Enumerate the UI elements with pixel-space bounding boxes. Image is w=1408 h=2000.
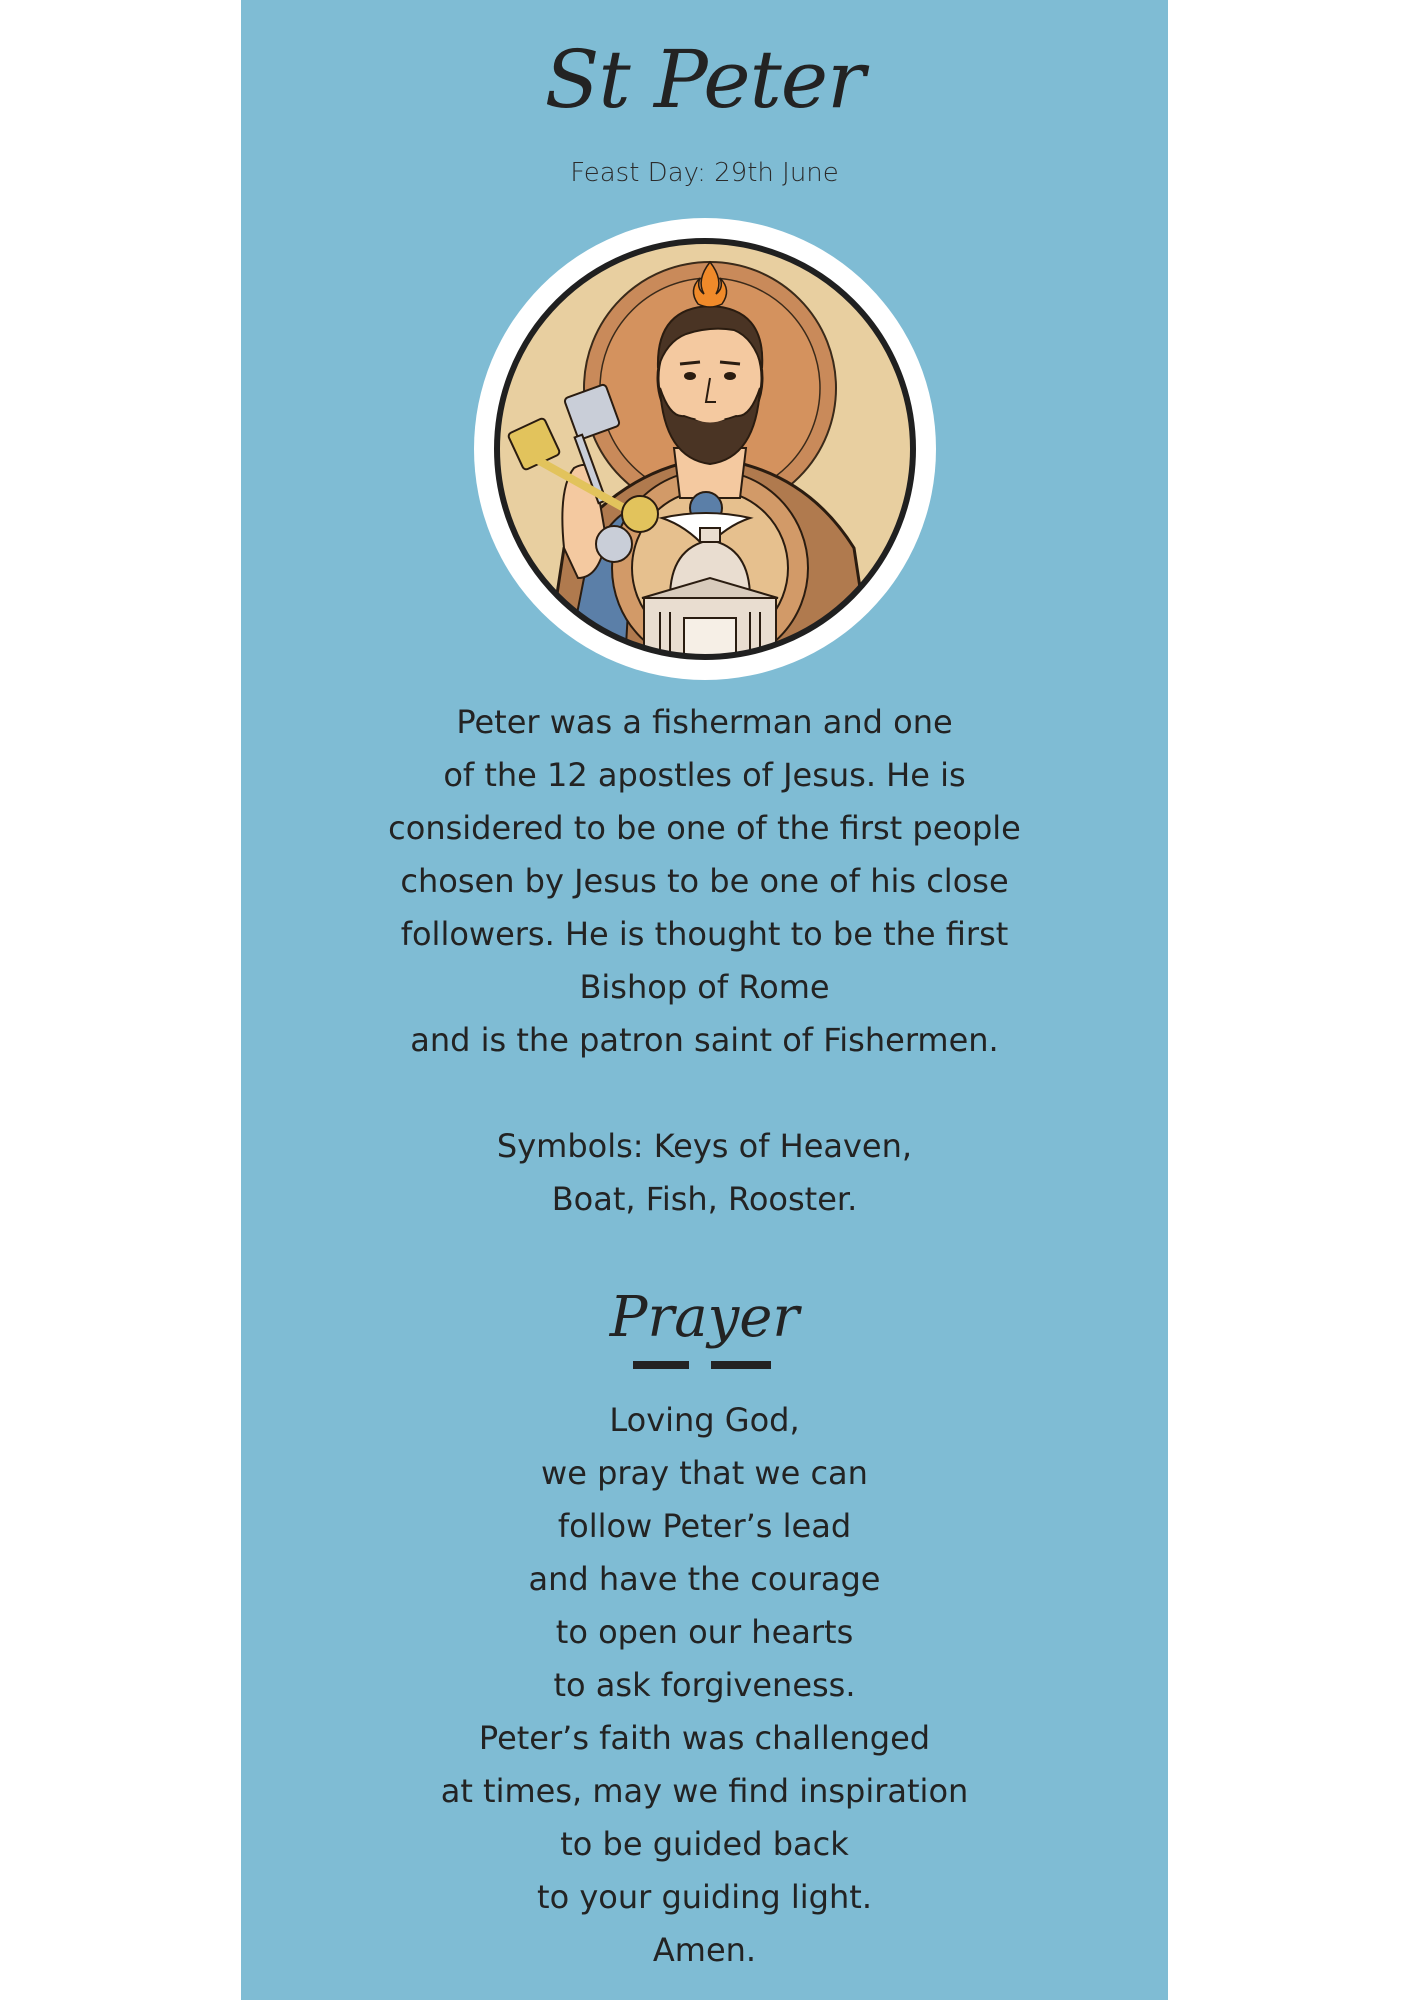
saint-card [241,0,1168,2000]
page-title: St Peter [544,33,865,126]
saint-peter-illustration [474,218,936,680]
feast-day: Feast Day: 29th June [570,158,839,188]
prayer-underline [633,1361,689,1369]
prayer-underline [711,1361,771,1369]
prayer-heading: Prayer [609,1285,800,1350]
description-text: Peter was a fisherman and one of the 12 apostles of Jesus. He is considered to be one of the first people chosen by Jesus to be one of his close followers. He is thought to be the first Bishop of Rome and is the patron saint of Fishermen. Symbols: Keys of Heaven, Boat, Fish, Rooster. [388,703,1021,1218]
prayer-text: Loving God, we pray that we can follow Peter’s lead and have the courage to open our hearts to ask forgiveness. Peter’s faith was challenged at times, may we find inspiration to be guided back to your guiding light. Amen. [440,1401,969,1969]
